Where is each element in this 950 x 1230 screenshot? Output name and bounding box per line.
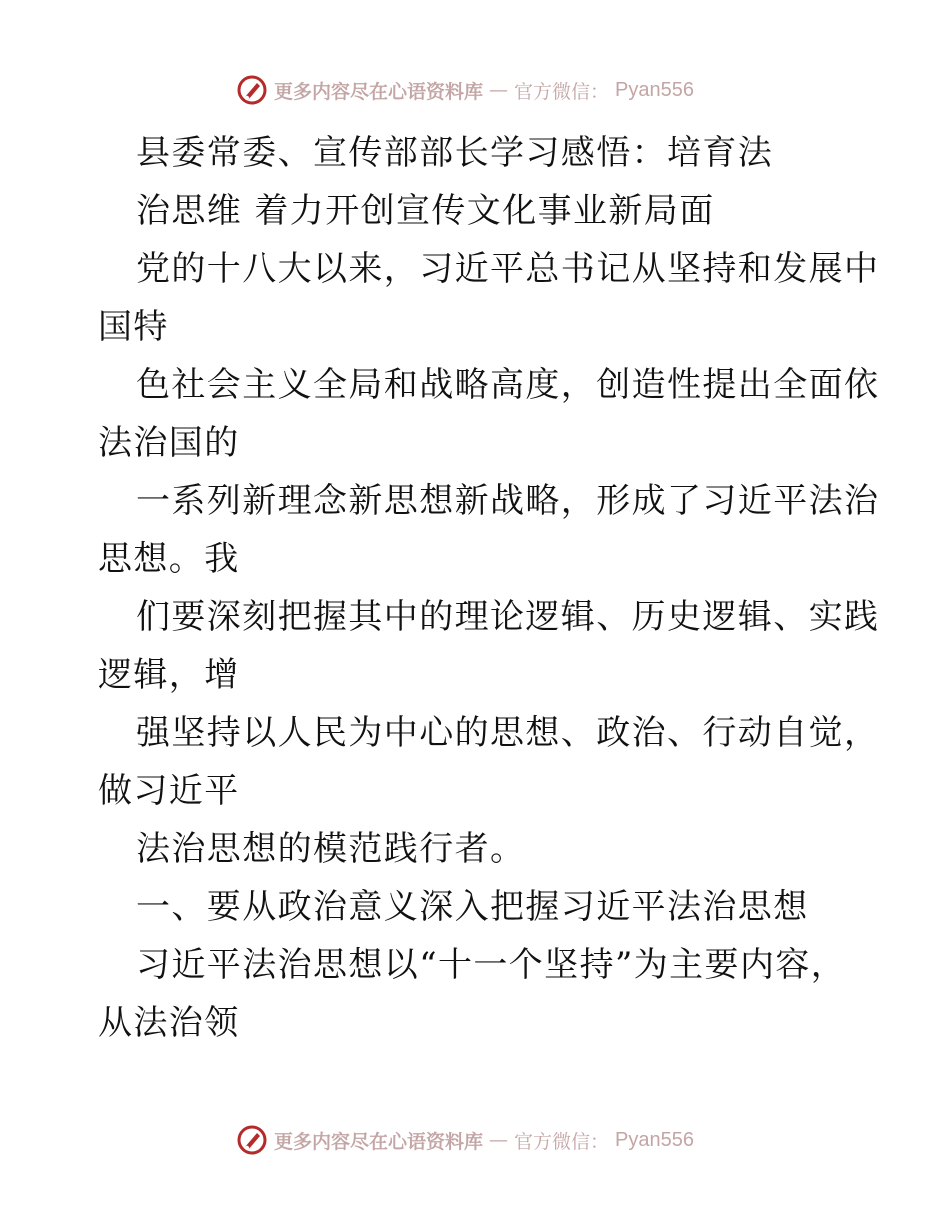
header-banner [236,72,694,108]
footer-banner [236,1122,694,1158]
article-text-line: 强坚持以人民为中心的思想、政治、行动自觉， [136,713,880,753]
article-text-line: 从法治领 [98,1003,240,1043]
article-title-line: 治思维 着力开创宣传文化事业新局面 [136,191,715,231]
article-text-line: 党的十八大以来，习近平总书记从坚持和发展中 [136,249,880,289]
article-body [98,124,880,1052]
article-text-line: 法治国的 [98,423,240,463]
header-wechat-id: Pyan556 [615,78,694,101]
footer-promo-text: 更多内容尽在心语资料库 [274,1130,484,1153]
header-wechat-label: 官方微信： [514,80,610,103]
footer-separator: — [489,1129,509,1151]
article-text-line: 逻辑，增 [98,655,240,695]
article-text-line: 做习近平 [98,771,240,811]
header-promo-text: 更多内容尽在心语资料库 [274,80,484,103]
pen-circle-icon [236,74,268,106]
article-text-line: 法治思想的模范践行者。 [136,829,526,869]
article-text-line: 们要深刻把握其中的理论逻辑、历史逻辑、实践 [136,597,880,637]
footer-wechat-label: 官方微信： [514,1130,610,1153]
article-text-line: 思想。我 [98,539,240,579]
footer-wechat-id: Pyan556 [615,1128,694,1151]
article-title-line: 县委常委、宣传部部长学习感悟：培育法 [136,133,774,173]
pen-circle-icon [236,1124,268,1156]
article-text-line: 国特 [98,307,169,347]
article-text-line: 一系列新理念新思想新战略，形成了习近平法治 [136,481,880,521]
article-text-line: 色社会主义全局和战略高度，创造性提出全面依 [136,365,880,405]
header-separator: — [489,79,509,101]
section-heading: 一、要从政治意义深入把握习近平法治思想 [136,887,809,927]
article-text-line: 习近平法治思想以“十一个坚持”为主要内容， [136,945,847,985]
